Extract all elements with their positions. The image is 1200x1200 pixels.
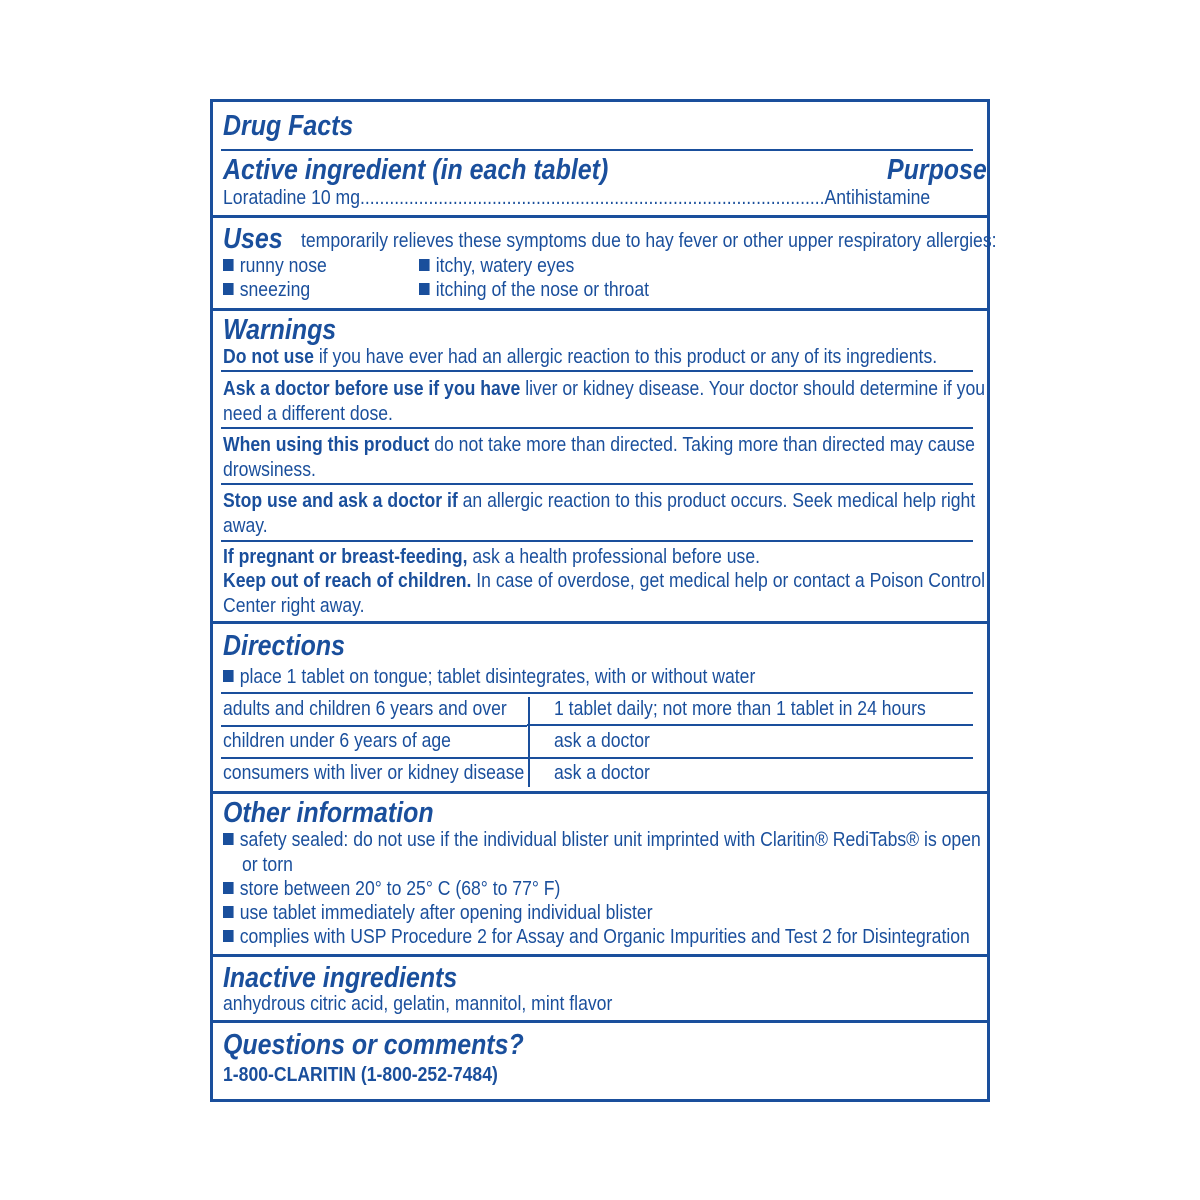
warning-do-not-use: Do not use if you have ever had an allergic reaction to this product or any of its ingredients. (223, 346, 938, 368)
phone-number: 1-800-CLARITIN (1-800-252-7484) (223, 1064, 498, 1086)
section-divider (213, 308, 987, 311)
ingredient-name: Loratadine 10 mg (223, 187, 360, 209)
drug-facts-panel (210, 99, 997, 1102)
table-cell-who: children under 6 years of age (223, 730, 451, 752)
section-divider (213, 215, 987, 218)
drug-facts-title: Drug Facts (223, 110, 354, 142)
inactive-ingredients-text: anhydrous citric acid, gelatin, mannitol, mint flavor (223, 993, 613, 1015)
other-information-heading: Other information (223, 797, 434, 829)
list-item: store between 20° to 25° C (68° to 77° F) (223, 877, 560, 901)
inactive-ingredients-heading: Inactive ingredients (223, 962, 458, 994)
table-column-divider (528, 697, 530, 787)
list-item-cont: or torn (242, 854, 293, 876)
section-divider (213, 791, 987, 794)
warning-when-using-cont: drowsiness. (223, 459, 316, 481)
warning-when-using: When using this product do not take more than directed. Taking more than directed may cause (223, 434, 975, 456)
table-cell-dose: ask a doctor (554, 762, 650, 784)
table-divider (221, 757, 973, 759)
list-item: complies with USP Procedure 2 for Assay and Organic Impurities and Test 2 for Disintegration (223, 925, 970, 949)
divider (221, 483, 973, 485)
section-divider (213, 1020, 987, 1023)
uses-intro: temporarily relieves these symptoms due to hay fever or other upper respiratory allergies: (301, 230, 997, 252)
warning-pregnant: If pregnant or breast-feeding, ask a health professional before use. (223, 546, 761, 568)
section-divider (213, 954, 987, 957)
active-ingredient-line (223, 186, 930, 210)
divider (221, 540, 973, 542)
warnings-heading: Warnings (223, 314, 337, 346)
warning-keep-out-cont: Center right away. (223, 595, 365, 617)
divider (221, 692, 973, 694)
list-item: sneezing (223, 278, 310, 302)
bullet-square-icon (223, 283, 234, 295)
bullet-square-icon (419, 283, 430, 295)
warning-ask-doctor-cont: need a different dose. (223, 403, 393, 425)
warning-keep-out: Keep out of reach of children. In case of overdose, get medical help or contact a Poison Control (223, 570, 986, 592)
bullet-square-icon (223, 833, 234, 845)
warning-ask-doctor: Ask a doctor before use if you have liver or kidney disease. Your doctor should determine if you (223, 378, 986, 400)
bullet-square-icon (223, 930, 234, 942)
directions-bullet: place 1 tablet on tongue; tablet disintegrates, with or without water (223, 665, 755, 689)
warning-stop-use: Stop use and ask a doctor if an allergic reaction to this product occurs. Seek medical help right (223, 490, 976, 512)
bullet-square-icon (223, 670, 234, 682)
uses-heading: Uses (223, 223, 283, 255)
active-ingredient-heading: Active ingredient (in each tablet) (223, 154, 609, 186)
bullet-square-icon (419, 259, 430, 271)
list-item: itchy, watery eyes (419, 254, 574, 278)
table-cell-who: adults and children 6 years and over (223, 698, 507, 720)
section-divider (213, 621, 987, 624)
list-item: safety sealed: do not use if the individual blister unit imprinted with Claritin® RediTabs® is open (223, 828, 981, 852)
table-cell-dose: ask a doctor (554, 730, 650, 752)
divider (221, 427, 973, 429)
ingredient-purpose: Antihistamine (824, 187, 931, 209)
list-item: itching of the nose or throat (419, 278, 649, 302)
bullet-square-icon (223, 882, 234, 894)
list-item: use tablet immediately after opening individual blister (223, 901, 653, 925)
list-item: runny nose (223, 254, 327, 278)
purpose-heading: Purpose (887, 154, 987, 186)
directions-heading: Directions (223, 630, 345, 662)
divider (221, 149, 973, 151)
table-divider (527, 724, 973, 726)
table-cell-dose: 1 tablet daily; not more than 1 tablet in 24 hours (554, 698, 926, 720)
questions-heading: Questions or comments? (223, 1029, 524, 1061)
warning-stop-use-cont: away. (223, 515, 268, 537)
table-cell-who: consumers with liver or kidney disease (223, 762, 525, 784)
leader-dots: ............................................................................................... (359, 187, 825, 209)
divider (221, 370, 973, 372)
bullet-square-icon (223, 259, 234, 271)
bullet-square-icon (223, 906, 234, 918)
table-divider (221, 725, 527, 727)
